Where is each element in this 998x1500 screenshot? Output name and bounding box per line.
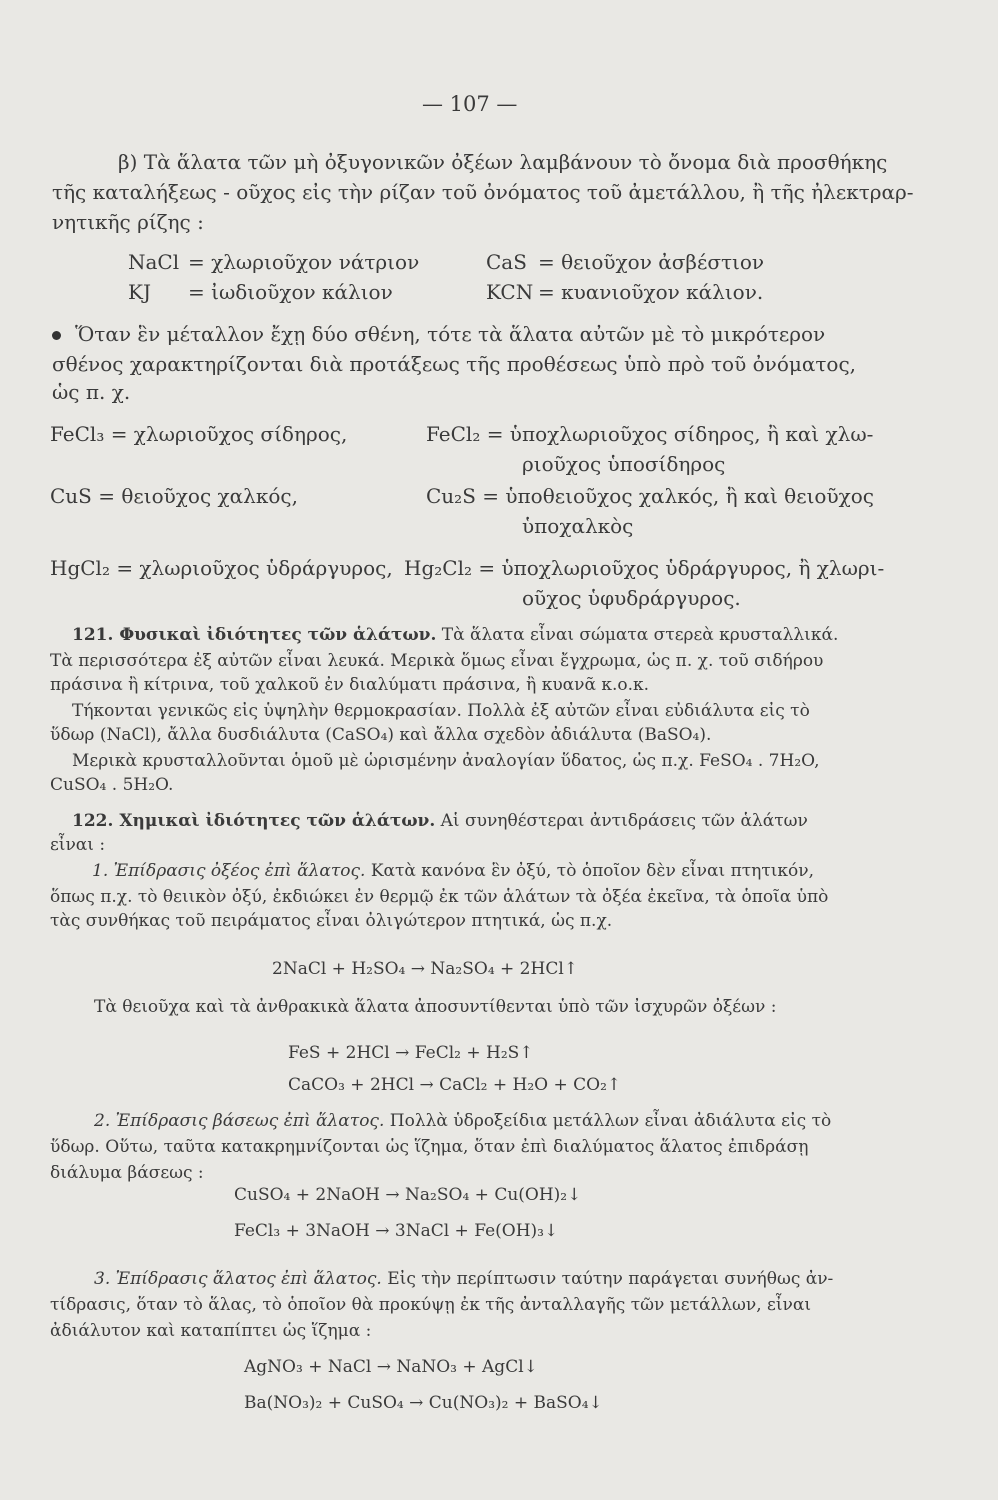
formula-name: = θειοῦχον ἀσβέστιον (538, 250, 765, 274)
equation: 2NaCl + H₂SO₄ → Na₂SO₄ + 2HCl↑ (272, 959, 579, 979)
text-line: τίδρασις, ὅταν τὸ ἅλας, τὸ ὁποῖον θὰ προκύψῃ ἐκ τῆς ἀνταλλαγῆς τῶν μετάλλων, εἶναι (50, 1295, 811, 1315)
item-1-title: 1. Ἐπίδρασις ὀξέος ἐπὶ ἅλατος. (92, 861, 366, 881)
item-2-line (94, 1110, 831, 1132)
item-3-title: 3. Ἐπίδρασις ἅλατος ἐπὶ ἅλατος. (94, 1269, 382, 1289)
text-line: νητικῆς ρίζης : (52, 210, 204, 234)
text-line: β) Τὰ ἅλατα τῶν μὴ ὀξυγονικῶν ὀξέων λαμβάνουν τὸ ὄνομα διὰ προσθήκης (118, 150, 888, 174)
text-line: διάλυμα βάσεως : (50, 1163, 204, 1183)
valence-cont: οῦχος ὑφυδράργυρος. (522, 586, 741, 610)
section-122-lead: Αἱ συνηθέστεραι ἀντιδράσεις τῶν ἁλάτων (440, 811, 808, 831)
item-2-text: Πολλὰ ὑδροξείδια μετάλλων εἶναι ἀδιάλυτα εἰς τὸ (389, 1111, 832, 1131)
text-line: ὡς π. χ. (52, 380, 131, 404)
text-line: ὕδωρ. Οὕτω, ταῦτα κατακρημνίζονται ὡς ἵζημα, ὅταν ἐπὶ διαλύματος ἅλατος ἐπιδράσῃ (50, 1137, 809, 1157)
equation: AgNO₃ + NaCl → NaNO₃ + AgCl↓ (244, 1357, 538, 1377)
valence-left: FeCl₃ = χλωριοῦχος σίδηρος, (50, 422, 348, 446)
section-122-line (72, 810, 808, 832)
section-121-text: Τὰ ἅλατα εἶναι σώματα στερεὰ κρυσταλλικά. (441, 625, 839, 645)
section-122-heading: 122. Χημικαὶ ἰδιότητες τῶν ἁλάτων. (72, 811, 436, 831)
text-line: εἶναι : (50, 835, 106, 855)
bullet-icon (52, 331, 61, 340)
valence-right: Hg₂Cl₂ = ὑποχλωριοῦχος ὑδράργυρος, ἢ χλωρι- (404, 556, 885, 580)
valence-cont: ριοῦχος ὑποσίδηρος (522, 452, 726, 476)
valence-left: HgCl₂ = χλωριοῦχος ὑδράργυρος, (50, 556, 393, 580)
formula: KCN (486, 280, 534, 304)
valence-cont: ὑποχαλκὸς (522, 514, 634, 538)
item-2-title: 2. Ἐπίδρασις βάσεως ἐπὶ ἅλατος. (94, 1111, 385, 1131)
text-line: σθένος χαρακτηρίζονται διὰ προτάξεως τῆς προθέσεως ὑπὸ πρὸ τοῦ ὀνόματος, (52, 352, 857, 376)
text-line: Τὰ θειοῦχα καὶ τὰ ἀνθρακικὰ ἅλατα ἀποσυντίθενται ὑπὸ τῶν ἰσχυρῶν ὀξέων : (94, 997, 777, 1017)
formula-name: = κυανιοῦχον κάλιον. (538, 280, 764, 304)
item-3-text: Εἰς τὴν περίπτωσιν ταύτην παράγεται συνήθως ἀν- (387, 1269, 834, 1289)
text-line: τῆς καταλήξεως - οῦχος εἰς τὴν ρίζαν τοῦ ὀνόματος τοῦ ἀμετάλλου, ἢ τῆς ἠλεκτραρ- (52, 180, 914, 204)
text-line: ὅπως π.χ. τὸ θειικὸν ὀξύ, ἐκδιώκει ἐν θερμῷ ἐκ τῶν ἁλάτων τὰ ὀξέα ἐκεῖνα, τὰ ὁποῖα ὑπὸ (50, 887, 829, 907)
equation: Ba(NO₃)₂ + CuSO₄ → Cu(NO₃)₂ + BaSO₄↓ (244, 1393, 603, 1413)
formula: CaS (486, 250, 527, 274)
formula: NaCl (128, 250, 180, 274)
text-line: Τὰ περισσότερα ἐξ αὐτῶν εἶναι λευκά. Μερικὰ ὅμως εἶναι ἔγχρωμα, ὡς π. χ. τοῦ σιδήρου (50, 651, 824, 671)
equation: FeS + 2HCl → FeCl₂ + H₂S↑ (288, 1043, 534, 1063)
section-121-line (72, 624, 838, 646)
text-line: ἀδιάλυτον καὶ καταπίπτει ὡς ἵζημα : (50, 1321, 372, 1341)
formula-name: = ἰωδιοῦχον κάλιον (188, 280, 393, 304)
equation: CaCO₃ + 2HCl → CaCl₂ + H₂O + CO₂↑ (288, 1075, 622, 1095)
equation: CuSO₄ + 2NaOH → Na₂SO₄ + Cu(OH)₂↓ (234, 1185, 582, 1205)
text-line: Μερικὰ κρυσταλλοῦνται ὁμοῦ μὲ ὡρισμένην ἀναλογίαν ὕδατος, ὡς π.χ. FeSO₄ . 7H₂O, (72, 751, 820, 771)
valence-right: Cu₂S = ὑποθειοῦχος χαλκός, ἢ καὶ θειοῦχος (426, 484, 874, 508)
section-121-heading: 121. Φυσικαὶ ἰδιότητες τῶν ἁλάτων. (72, 625, 437, 645)
text-line: Τήκονται γενικῶς εἰς ὑψηλὴν θερμοκρασίαν. Πολλὰ ἐξ αὐτῶν εἶναι εὐδιάλυτα εἰς τὸ (72, 701, 810, 721)
valence-left: CuS = θειοῦχος χαλκός, (50, 484, 298, 508)
equation: FeCl₃ + 3NaOH → 3NaCl + Fe(OH)₃↓ (234, 1221, 559, 1241)
text-line: CuSO₄ . 5H₂O. (50, 775, 174, 795)
page-number: — 107 — (422, 92, 518, 116)
item-1-text: Κατὰ κανόνα ἓν ὀξύ, τὸ ὁποῖον δὲν εἶναι πτητικόν, (370, 861, 814, 881)
text-line: πράσινα ἢ κίτρινα, τοῦ χαλκοῦ ἐν διαλύματι πράσινα, ἢ κυανᾶ κ.ο.κ. (50, 675, 650, 695)
formula: KJ (128, 280, 151, 304)
item-3-line (94, 1268, 833, 1290)
item-1-line (92, 860, 814, 882)
text-line: ὕδωρ (NaCl), ἄλλα δυσδιάλυτα (CaSO₄) καὶ ἄλλα σχεδὸν ἀδιάλυτα (BaSO₄). (50, 725, 712, 745)
valence-right: FeCl₂ = ὑποχλωριοῦχος σίδηρος, ἢ καὶ χλω- (426, 422, 874, 446)
text-line-content: Ὅταν ἓν μέταλλον ἔχῃ δύο σθένη, τότε τὰ ἅλατα αὐτῶν μὲ τὸ μικρότερον (75, 322, 826, 346)
text-line (52, 322, 825, 346)
formula-name: = χλωριοῦχον νάτριον (188, 250, 420, 274)
text-line: τὰς συνθήκας τοῦ πειράματος εἶναι ὀλιγώτερον πτητικά, ὡς π.χ. (50, 911, 613, 931)
